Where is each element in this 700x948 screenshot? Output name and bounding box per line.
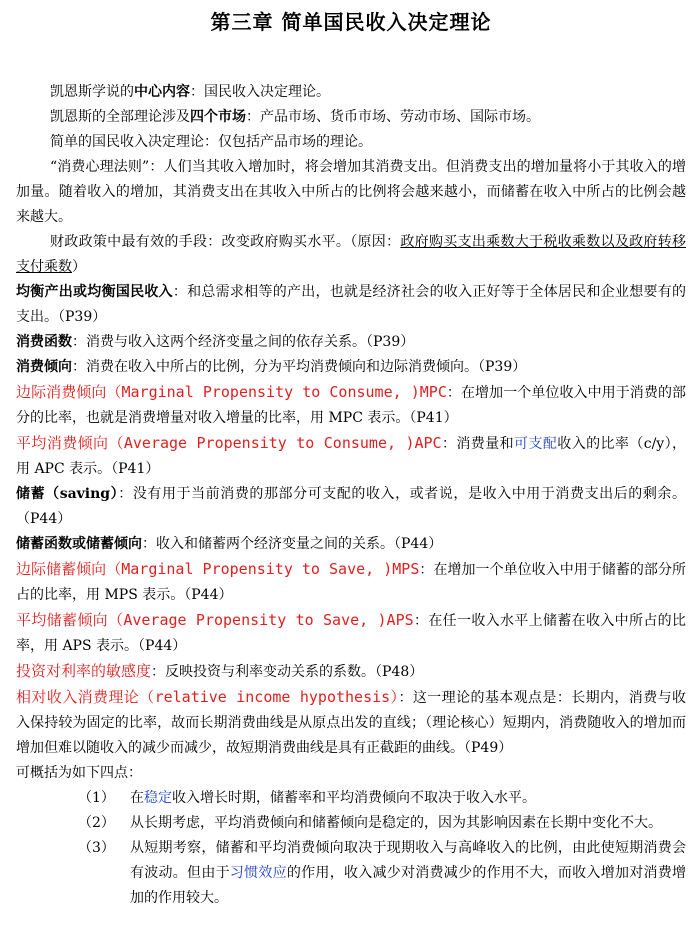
- term: 储蓄函数或储蓄倾向: [16, 536, 142, 552]
- list-item: [16, 836, 686, 911]
- item-number: （1）: [78, 790, 115, 806]
- term-red: 相对收入消费理论（relative income hypothesis）: [16, 688, 399, 706]
- term: 均衡产出或均衡国民收入: [16, 284, 173, 300]
- term-red: 边际储蓄倾向（Marginal Propensity to Save, )MPS: [16, 560, 420, 578]
- def-aps: [16, 608, 686, 659]
- item-number: （2）: [78, 815, 115, 831]
- def-apc: [16, 431, 686, 482]
- text: 凯恩斯的全部理论涉及: [50, 109, 190, 125]
- def-saving: [16, 482, 686, 532]
- definition: ：在任一收入水平上储蓄在收入中所占的比率，用 APS 表示。（P44）: [16, 613, 686, 654]
- underlined-reason: 政府购买支出乘数大于税收乘数以及政府转移支付乘数: [16, 234, 687, 275]
- def-relative-income: [16, 685, 686, 761]
- definition: ：在增加一个单位收入中用于消费的部分的比率，也就是消费增量对收入增量的比率，用 MPC 表示。（P41）: [16, 385, 687, 426]
- para-simple-theory: 简单的国民收入决定理论：仅包括产品市场的理论。: [50, 134, 372, 150]
- definition: ：和总需求相等的产出，也就是经济社会的收入正好等于全体居民和企业想要有的支出。（P39）: [16, 284, 687, 325]
- def-saving-function: [16, 532, 686, 557]
- text: 的作用，收入减少对消费减少的作用不大，而收入增加对消费增加的作用较大。: [130, 865, 687, 906]
- item-number: （3）: [78, 840, 115, 856]
- definition: 收入的比率（c/y），用 APC 表示。（P41）: [16, 436, 687, 477]
- def-investment-sensitivity: [16, 659, 686, 685]
- def-equilibrium-output: [16, 280, 686, 330]
- def-consumption-function: [16, 330, 686, 355]
- list-item: [16, 786, 686, 811]
- text: 在: [130, 790, 144, 806]
- definition: ：没有用于当前消费的那部分可支配的收入，或者说，是收入中用于消费支出后的剩余。（P44）: [16, 486, 687, 527]
- item-text: [130, 836, 686, 911]
- text: ：国民收入决定理论。: [190, 84, 330, 100]
- definition: ：这一理论的基本观点是：长期内，消费与收入保持较为固定的比率，故而长期消费曲线是从原点出发的直线；（理论核心）短期内，消费随收入的增加而增加但难以随收入的减少而减少，故短期消费曲线是具有正截距的曲线。（P49）: [16, 690, 687, 756]
- para-keynes-core: [16, 80, 686, 105]
- term-red: 平均消费倾向（Average Propensity to Consume, )APC: [16, 434, 442, 452]
- item-text: [130, 786, 686, 811]
- chapter-title: 第三章 简单国民收入决定理论: [210, 10, 492, 34]
- definition: ：消费与收入这两个经济变量之间的依存关系。（P39）: [72, 334, 415, 350]
- term: 中心内容: [134, 84, 190, 100]
- term-red: 边际消费倾向（Marginal Propensity to Consume, )MPC: [16, 383, 447, 401]
- definition: ：在增加一个单位收入中用于储蓄的部分所占的比率，用 MPS 表示。（P44）: [16, 562, 686, 603]
- highlight-word: 习惯效应: [229, 865, 287, 881]
- summary-intro: 可概括为如下四点：: [16, 765, 142, 781]
- definition: ：收入和储蓄两个经济变量之间的关系。（P44）: [142, 536, 443, 552]
- text: 从短期考察，储蓄和平均消费倾向取决于现期收入与高峰收入的比例，由此使短期消费会有波动。但由于: [130, 840, 686, 881]
- definition: ：消费量和: [441, 436, 515, 452]
- definition: ：消费在收入中所占的比例，分为平均消费倾向和边际消费倾向。（P39）: [72, 359, 527, 375]
- text: ：产品市场、货币市场、劳动市场、国际市场。: [246, 109, 540, 125]
- term: 消费倾向: [16, 359, 72, 375]
- definition: ：反映投资与利率变动关系的系数。（P48）: [151, 664, 424, 680]
- highlight-word: 可支配: [514, 436, 558, 452]
- term-red: 平均储蓄倾向（Average Propensity to Save, )APS: [16, 611, 414, 629]
- def-mpc: [16, 380, 686, 431]
- term-red: 投资对利率的敏感度: [16, 662, 152, 680]
- text: ）: [72, 259, 86, 275]
- text: 凯恩斯学说的: [50, 84, 134, 100]
- term: 储蓄（saving）: [16, 486, 119, 502]
- def-propensity-to-consume: [16, 355, 686, 380]
- para-four-markets: [16, 105, 686, 130]
- text: 财政政策中最有效的手段：改变政府购买水平。（原因：: [50, 234, 401, 250]
- list-item: [16, 811, 686, 836]
- def-mps: [16, 557, 686, 608]
- highlight-word: 稳定: [144, 790, 172, 806]
- text: 收入增长时期，储蓄率和平均消费倾向不取决于收入水平。: [172, 790, 536, 806]
- para-consumption-law: “消费心理法则”：人们当其收入增加时，将会增加其消费支出。但消费支出的增加量将小于其收入的增加量。随着收入的增加，其消费支出在其收入中所占的比例将会越来越小，而储蓄在收入中所占的比例会越来越大。: [16, 159, 686, 225]
- item-text: [130, 811, 686, 836]
- term: 四个市场: [190, 109, 246, 125]
- text: 从长期考虑，平均消费倾向和储蓄倾向是稳定的，因为其影响因素在长期中变化不大。: [130, 815, 662, 831]
- para-fiscal-policy: [16, 230, 686, 280]
- term: 消费函数: [16, 334, 72, 350]
